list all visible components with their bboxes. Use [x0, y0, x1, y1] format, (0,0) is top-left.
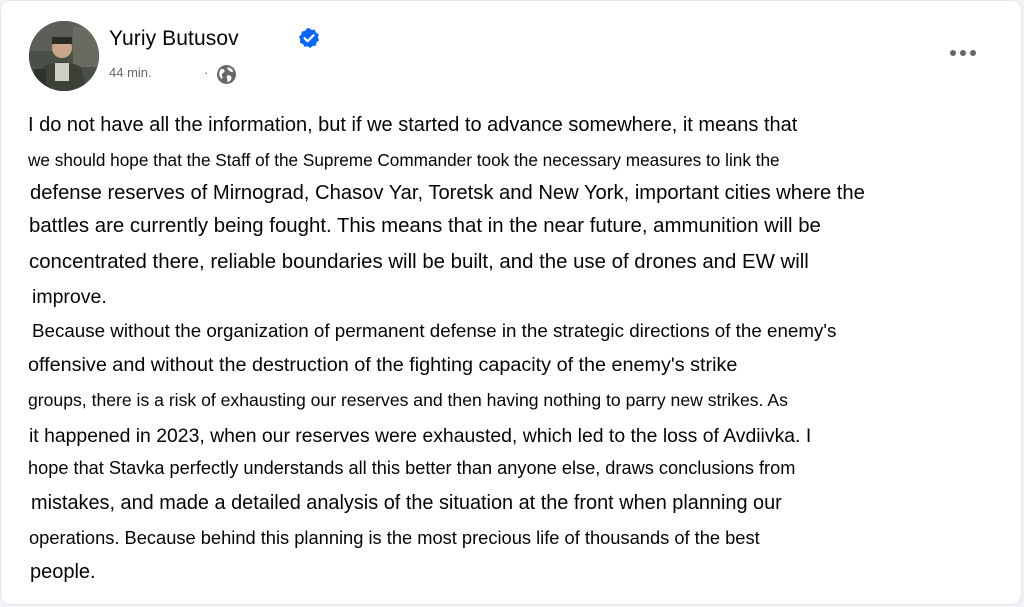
post-text-line: groups, there is a risk of exhausting our reserves and then having nothing to parry new strikes. As — [28, 390, 788, 410]
avatar[interactable] — [29, 21, 99, 91]
post-text-line: concentrated there, reliable boundaries will be built, and the use of drones and EW will — [29, 251, 809, 273]
more-options-button[interactable] — [945, 39, 981, 63]
verified-badge-icon — [298, 27, 320, 49]
post-text-line: Because without the organization of permanent defense in the strategic directions of the enemy's — [32, 320, 837, 341]
post-text-line: hope that Stavka perfectly understands all this better than anyone else, draws conclusions from — [28, 458, 796, 478]
author-name[interactable]: Yuriy Butusov — [109, 27, 239, 50]
post-timestamp[interactable]: 44 min. — [109, 65, 152, 80]
post-text-line: it happened in 2023, when our reserves were exhausted, which led to the loss of Avdiivka. I — [29, 425, 812, 447]
post-text-line: people. — [30, 561, 96, 583]
globe-icon[interactable] — [216, 64, 237, 85]
post-text-line: defense reserves of Mirnograd, Chasov Yar, Toretsk and New York, important cities where the — [30, 182, 865, 204]
post-text-line: operations. Because behind this planning is the most precious life of thousands of the best — [29, 527, 760, 548]
post-text-line: battles are currently being fought. This means that in the near future, ammunition will be — [29, 215, 821, 237]
more-dot-icon — [960, 50, 966, 56]
post-text-line: offensive and without the destruction of the fighting capacity of the enemy's strike — [28, 354, 738, 376]
more-dot-icon — [970, 50, 976, 56]
post-text-line: improve. — [32, 286, 107, 308]
post-text-line: mistakes, and made a detailed analysis of the situation at the front when planning our — [31, 492, 782, 514]
meta-separator: · — [204, 65, 209, 80]
post-text-line: I do not have all the information, but if we started to advance somewhere, it means that — [28, 114, 798, 136]
post-text-line: we should hope that the Staff of the Supreme Commander took the necessary measures to link the — [28, 150, 780, 170]
more-dot-icon — [950, 50, 956, 56]
